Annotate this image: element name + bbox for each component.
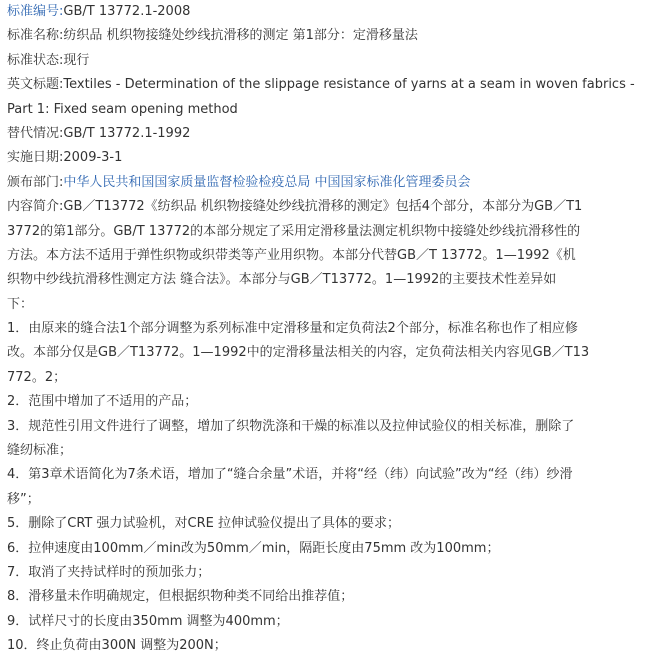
difference-line: 改。本部分仅是GB／T13772。1—1992中的定滑移量法相关的内容，定负荷法相关内容见GB／T13 bbox=[7, 345, 590, 361]
difference-line: 10．终止负荷由300N 调整为200N； bbox=[7, 638, 227, 654]
standard-number-value: GB/T 13772.1-2008 bbox=[63, 4, 191, 19]
english-title-row-continued bbox=[7, 98, 652, 122]
standard-status-label: 标准状态: bbox=[7, 52, 64, 68]
replaces-row bbox=[7, 122, 652, 146]
effective-date-row bbox=[7, 146, 652, 170]
difference-line: 缝纫标准； bbox=[7, 443, 73, 459]
standard-name-row bbox=[7, 24, 652, 48]
summary-line: 3772的第1部分。GB/T 13772的本部分规定了采用定滑移量法测定机织物中接缝处纱线抗滑移性的 bbox=[7, 223, 581, 239]
english-title-value-line1: Textiles - Determination of the slippage resistance of yarns at a seam in woven fabrics - bbox=[63, 77, 635, 93]
standard-status-row bbox=[7, 49, 652, 73]
summary-line: 方法。本方法不适用于弹性织物或织带类等产业用织物。本部分代替GB／T 13772。1—1992《机 bbox=[7, 247, 576, 263]
english-title-value-line2: Part 1: Fixed seam opening method bbox=[7, 101, 238, 117]
difference-line: 9．试样尺寸的长度由350mm 调整为400mm； bbox=[7, 613, 289, 629]
standard-number-row bbox=[7, 0, 652, 24]
difference-line: 8．滑移量未作明确规定，但根据织物种类不同给出推荐值； bbox=[7, 589, 354, 605]
difference-line: 7．取消了夹持试样时的预加张力； bbox=[7, 564, 211, 580]
difference-line: 2．范围中增加了不适用的产品； bbox=[7, 394, 198, 410]
difference-line: 6．拉伸速度由100mm／min改为50mm／min，隔距长度由75mm 改为100mm； bbox=[7, 540, 500, 556]
issuer-label: 颁布部门: bbox=[7, 174, 64, 190]
summary-line: 内容简介:GB／T13772《纺织品 机织物接缝处纱线抗滑移的测定》包括4个部分，本部分为GB／T1 bbox=[7, 199, 583, 215]
difference-line: 1．由原来的缝合法1个部分调整为系列标准中定滑移量和定负荷法2个部分，标准名称也作了相应修 bbox=[7, 321, 578, 337]
standard-status-value: 现行 bbox=[63, 52, 90, 68]
difference-line: 772。2； bbox=[7, 369, 67, 385]
standard-name-label: 标准名称: bbox=[7, 28, 64, 44]
effective-date-value: 2009-3-1 bbox=[63, 150, 123, 166]
english-title-row bbox=[7, 73, 652, 97]
difference-line: 3．规范性引用文件进行了调整，增加了织物洗涤和干燥的标准以及拉伸试验仪的相关标准，删除了 bbox=[7, 418, 575, 434]
summary-line: 下： bbox=[7, 296, 34, 312]
issuer-link[interactable]: 中华人民共和国国家质量监督检验检疫总局 中国国家标准化管理委员会 bbox=[63, 174, 471, 190]
replaces-value: GB/T 13772.1-1992 bbox=[63, 125, 191, 141]
standard-name-value: 纺织品 机织物接缝处纱线抗滑移的测定 第1部分：定滑移量法 bbox=[63, 28, 418, 44]
issuer-row bbox=[7, 171, 652, 195]
standard-number-label[interactable]: 标准编号: bbox=[7, 4, 64, 19]
english-title-label: 英文标题: bbox=[7, 77, 64, 93]
effective-date-label: 实施日期: bbox=[7, 150, 64, 166]
summary-line: 织物中纱线抗滑移性测定方法 缝合法》。本部分与GB／T13772。1—1992的主要技术性差异如 bbox=[7, 272, 557, 288]
difference-line: 4．第3章术语简化为7条术语，增加了“缝合余量”术语，并将“经（纬）向试验”改为“经（纬）纱滑 bbox=[7, 467, 573, 483]
difference-line: 移”； bbox=[7, 491, 40, 507]
replaces-label: 替代情况: bbox=[7, 125, 64, 141]
difference-line: 5．删除了CRT 强力试验机，对CRE 拉伸试验仪提出了具体的要求； bbox=[7, 516, 400, 532]
